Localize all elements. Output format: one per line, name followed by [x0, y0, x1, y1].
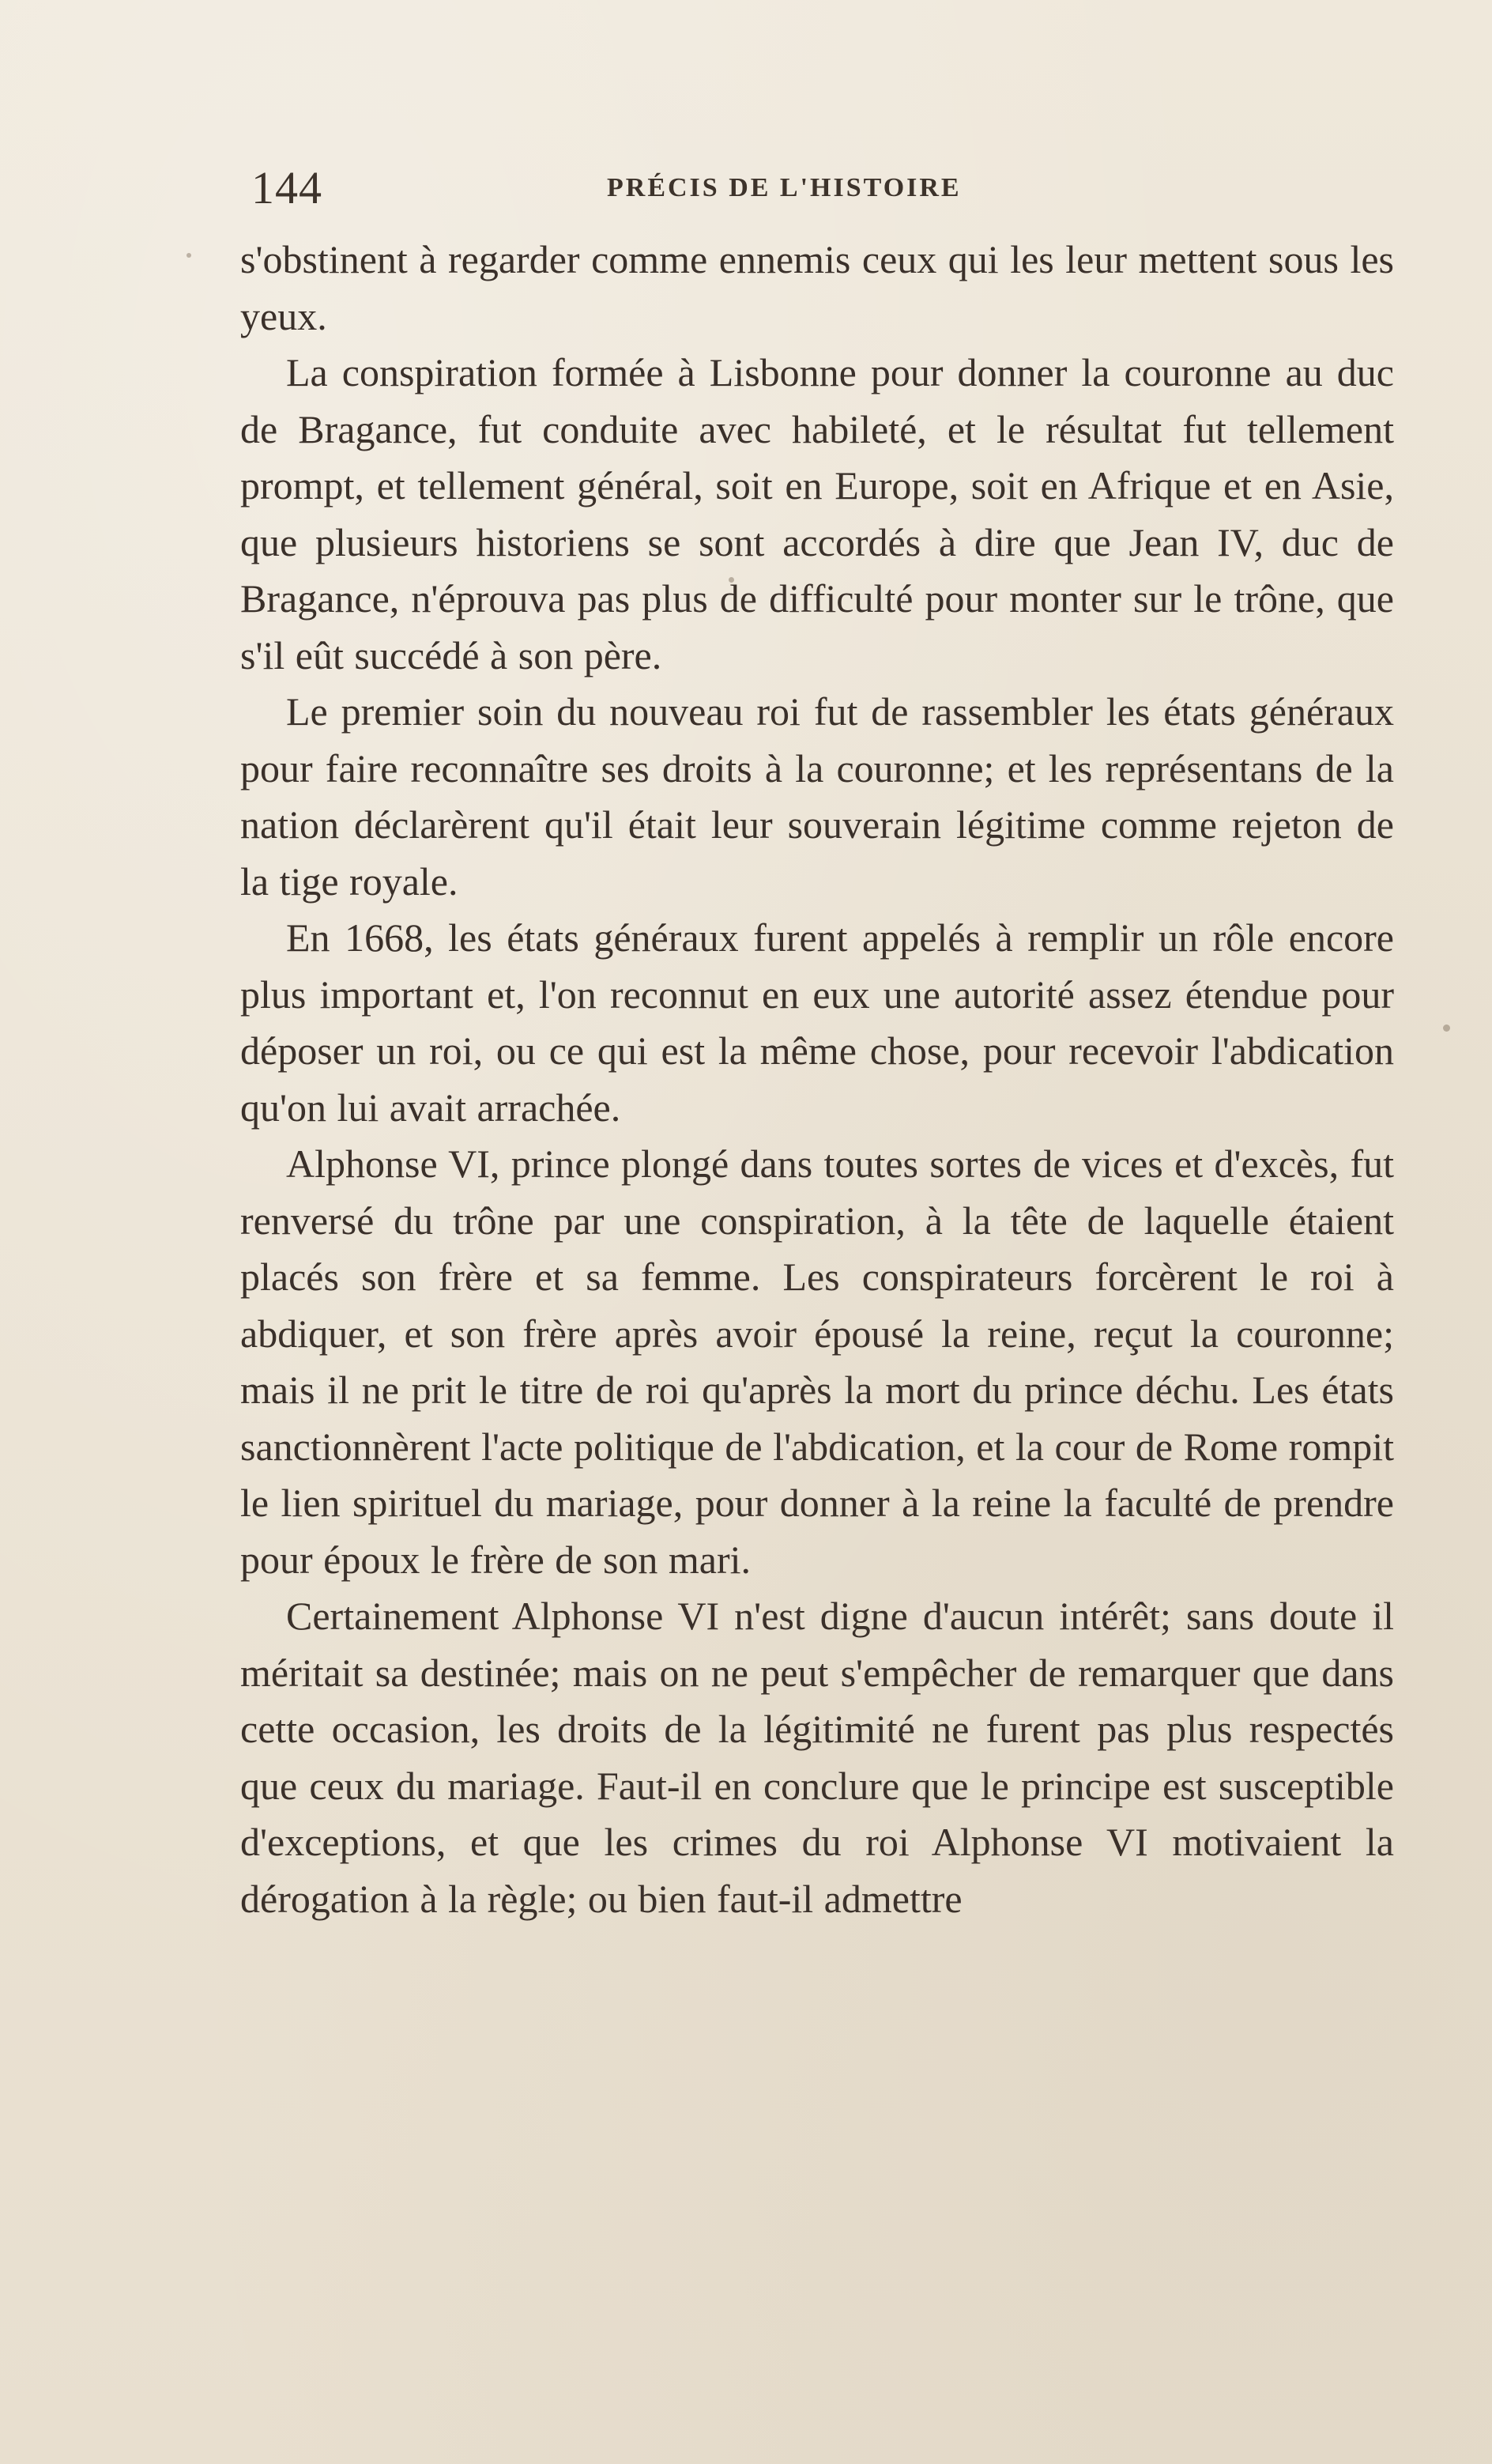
paper-speck [729, 577, 734, 583]
paper-speck [186, 253, 191, 258]
paragraph-conspiration-lisbonne: La conspiration formée à Lisbonne pour donner la couronne au duc de Bragance, fut conduite avec habileté, et le résultat fut tellement prompt, et tellement général, soit en Europe, soit en Afrique et en Asie, que plusieurs historiens se sont accordés à dire que Jean IV, duc de Bragance, n'éprouva pas plus de difficulté pour monter sur le trône, que s'il eût succédé à son père. [240, 350, 1394, 677]
running-head [251, 157, 1389, 220]
paragraph-1668: En 1668, les états généraux furent appelés à remplir un rôle encore plus important et, l'on reconnut en eux une autorité assez étendue pour déposer un roi, ou ce qui est la même chose, pour recevoir l'abdication qu'on lui avait arrachée. [240, 915, 1394, 1130]
paragraph-alphonse-vi: Alphonse VI, prince plongé dans toutes sortes de vices et d'excès, fut renversé du trône par une conspiration, à la tête de laquelle étaient placés son frère et sa femme. Les conspirateurs forcèrent le roi à abdiquer, et son frère après avoir épousé la reine, reçut la couronne; mais il ne prit le titre de roi qu'après la mort du prince déchu. Les états sanctionnèrent l'acte politique de l'abdication, et la cour de Rome rompit le lien spirituel du mariage, pour donner à la reine la faculté de prendre pour époux le frère de son mari. [240, 1141, 1394, 1582]
paragraph-continuation: s'obstinent à regarder comme ennemis ceux qui les leur mettent sous les yeux. [240, 237, 1394, 338]
body-text [240, 232, 1394, 1927]
paragraph-certainement: Certainement Alphonse VI n'est digne d'aucun intérêt; sans doute il méritait sa destinée; mais on ne peut s'empêcher de remarquer que dans cette occasion, les droits de la légitimité ne furent pas plus respectés que ceux du mariage. Faut-il en conclure que le principe est susceptible d'exceptions, et que les crimes du roi Alphonse VI motivaient la dérogation à la règle; ou bien faut-il admettre [240, 1594, 1394, 1921]
page-number: 144 [251, 162, 322, 213]
paragraph-etats-generaux: Le premier soin du nouveau roi fut de rassembler les états généraux pour faire reconnaître ses droits à la couronne; et les représentans de la nation déclarèrent qu'il était leur souverain légitime comme rejeton de la tige royale. [240, 689, 1394, 904]
running-title: PRÉCIS DE L'HISTOIRE [607, 173, 962, 202]
paper-speck [1443, 1024, 1450, 1032]
